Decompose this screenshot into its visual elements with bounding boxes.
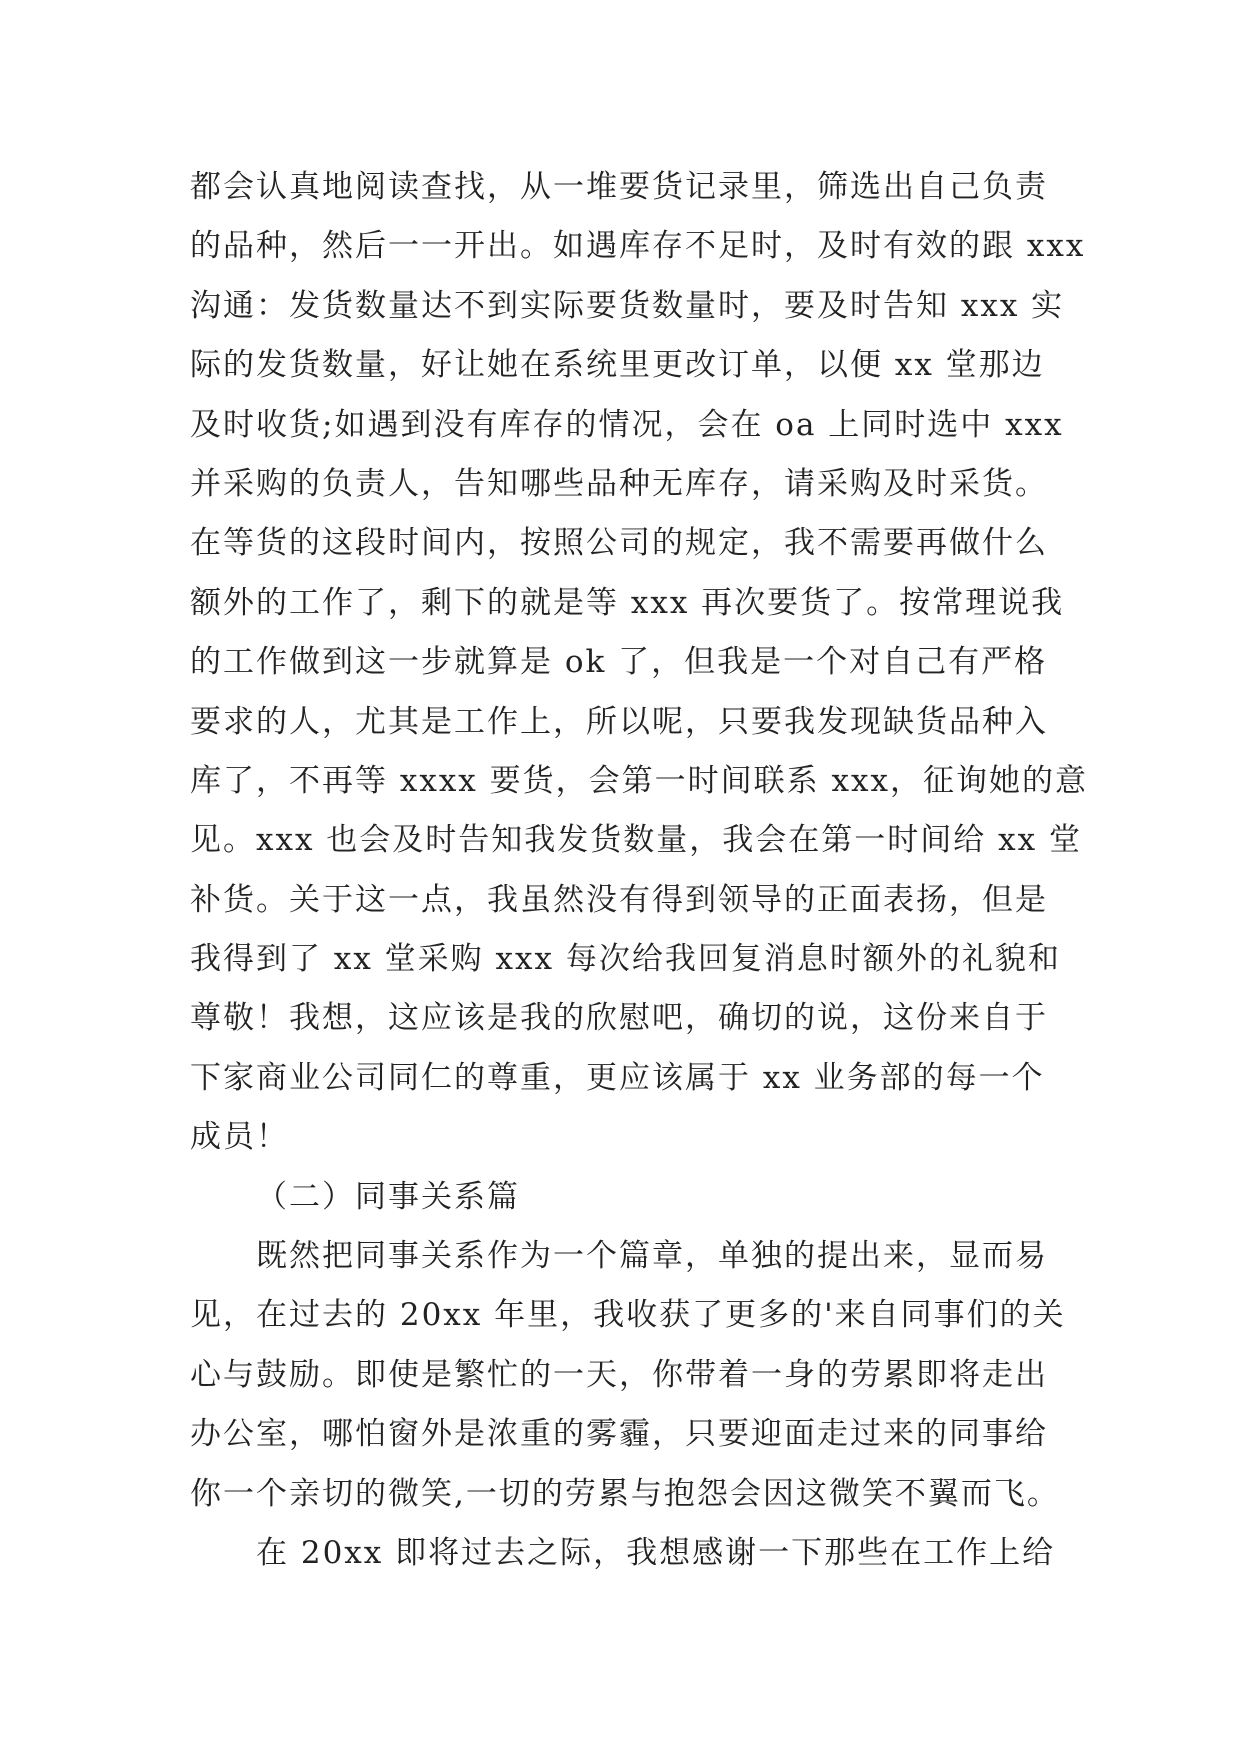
text-line: 要求的人，尤其是工作上，所以呢，只要我发现缺货品种入 [190,703,1048,740]
text-line: 库了，不再等 xxxx 要货，会第一时间联系 xxx，征询她的意 [190,762,1088,799]
text-line: 的品种，然后一一开出。如遇库存不足时，及时有效的跟 xxx [190,228,1086,265]
text-line: 成员！ [190,1119,289,1156]
text-line: 办公室，哪怕窗外是浓重的雾霾，只要迎面走过来的同事给 [190,1416,1048,1453]
text-line: 下家商业公司同仁的尊重，更应该属于 xx 业务部的每一个 [190,1059,1045,1096]
text-line: 见，在过去的 20xx 年里，我收获了更多的'来自同事们的关 [190,1297,1066,1334]
text-line: 在 20xx 即将过去之际，我想感谢一下那些在工作上给 [256,1534,1056,1571]
text-line: 额外的工作了，剩下的就是等 xxx 再次要货了。按常理说我 [190,584,1065,621]
section-heading: （二）同事关系篇 [256,1178,520,1215]
text-line: 在等货的这段时间内，按照公司的规定，我不需要再做什么 [190,525,1048,562]
text-line: 心与鼓励。即使是繁忙的一天，你带着一身的劳累即将走出 [190,1356,1048,1393]
text-line: 都会认真地阅读查找，从一堆要货记录里，筛选出自己负责 [190,169,1048,205]
text-line: 补货。关于这一点，我虽然没有得到领导的正面表扬，但是 [190,881,1048,918]
text-line: 见。xxx 也会及时告知我发货数量，我会在第一时间给 xx 堂 [190,822,1082,859]
text-line: 及时收货;如遇到没有库存的情况，会在 oa 上同时选中 xxx [190,406,1064,443]
text-line: 并采购的负责人，告知哪些品种无库存，请采购及时采货。 [190,465,1048,502]
text-line: 的工作做到这一步就算是 ok 了，但我是一个对自己有严格 [190,644,1048,681]
text-line: 既然把同事关系作为一个篇章，单独的提出来，显而易 [256,1238,1048,1275]
text-line: 际的发货数量，好让她在系统里更改订单，以便 xx 堂那边 [190,347,1045,384]
text-line: 沟通：发货数量达不到实际要货数量时，要及时告知 xxx 实 [190,287,1065,324]
text-line: 你一个亲切的微笑,一切的劳累与抱怨会因这微笑不翼而飞。 [190,1475,1060,1512]
text-line: 我得到了 xx 堂采购 xxx 每次给我回复消息时额外的礼貌和 [190,941,1061,978]
text-line: 尊敬！我想，这应该是我的欣慰吧，确切的说，这份来自于 [190,1000,1048,1037]
body-text [190,158,1088,1583]
